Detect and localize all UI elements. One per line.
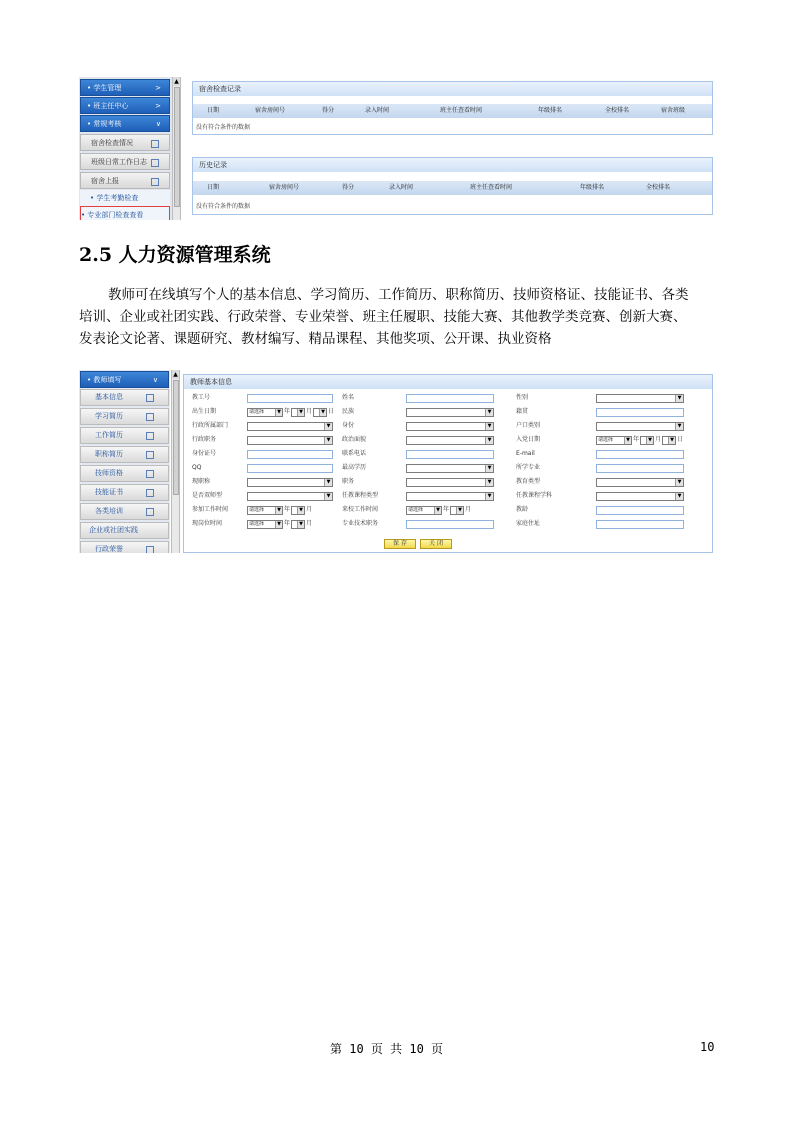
table-header (193, 104, 712, 118)
expand-icon (151, 140, 159, 148)
dropdown-arrow-icon: ▼ (646, 437, 653, 444)
date-year-select[interactable] (247, 520, 283, 529)
sidebar-item-label: 技能证书 (95, 488, 123, 496)
form-text-input[interactable] (596, 408, 684, 417)
chevron-down-icon: ∨ (155, 120, 161, 128)
form-text-input[interactable] (406, 394, 494, 403)
bullet-icon: • (90, 194, 95, 202)
date-unit-label: 年 (633, 436, 640, 443)
date-unit-label: 月 (655, 436, 662, 443)
collapse-icon (146, 394, 154, 402)
date-year-select[interactable] (247, 506, 283, 515)
sidebar-item-label: 职称简历 (95, 450, 123, 458)
date-unit-label: 月 (306, 506, 313, 513)
date-unit-label: 月 (465, 506, 472, 513)
sidebar-leaf-label: 学生考勤检查 (96, 194, 139, 202)
scrollbar-thumb[interactable] (174, 87, 180, 207)
column-header: 班主任查看时间 (440, 107, 483, 114)
form-label: 教育类型 (516, 478, 541, 485)
form-label: 籍贯 (516, 408, 529, 415)
form-select[interactable] (596, 478, 684, 487)
sidebar-item-label: 技师资格 (95, 469, 123, 477)
dorm-record-panel (192, 81, 713, 135)
date-month-select[interactable] (450, 506, 464, 515)
form-label: 政治面貌 (342, 436, 367, 443)
form-select[interactable] (406, 478, 494, 487)
collapse-icon (146, 413, 154, 421)
form-select[interactable] (247, 422, 333, 431)
sidebar-leaf-label: 专业部门检查查看 (87, 211, 144, 219)
page-number: 10 (700, 1040, 715, 1054)
dropdown-arrow-icon: ▼ (275, 409, 282, 416)
column-header: 年级排名 (538, 107, 563, 114)
form-label: 现岗位时间 (192, 520, 223, 527)
bullet-icon: • (81, 211, 86, 219)
chevron-right-icon: > (155, 102, 161, 110)
form-label: 是否双师型 (192, 492, 223, 499)
form-select[interactable] (406, 436, 494, 445)
dropdown-arrow-icon: ▼ (675, 493, 683, 500)
chevron-down-icon: ∨ (152, 376, 158, 384)
form-label: 最高学历 (342, 464, 367, 471)
form-text-input[interactable] (247, 450, 333, 459)
form-select[interactable] (596, 492, 684, 501)
dropdown-arrow-icon: ▼ (324, 479, 332, 486)
expand-icon (146, 489, 154, 497)
sidebar-item-skill-cert[interactable] (80, 484, 169, 501)
sidebar-item-label: 常规考核 (93, 120, 122, 128)
form-label: 教工号 (192, 394, 211, 401)
form-select[interactable] (406, 492, 494, 501)
sidebar (79, 370, 170, 553)
form-text-input[interactable] (596, 450, 684, 459)
scroll-up-icon[interactable]: ▲ (173, 371, 178, 378)
save-button[interactable]: 保 存 (384, 539, 416, 549)
form-select[interactable] (247, 478, 333, 487)
dropdown-arrow-icon: ▼ (297, 507, 304, 514)
column-header: 宿舍房间号 (269, 184, 300, 191)
form-label: 所学专业 (516, 464, 541, 471)
form-label: 家庭住址 (516, 520, 541, 527)
date-unit-label: 日 (677, 436, 684, 443)
date-year-select[interactable] (406, 506, 442, 515)
sidebar-item-label: 行政荣誉 (95, 545, 123, 553)
expand-icon (151, 159, 159, 167)
date-unit-label: 月 (306, 520, 313, 527)
paragraph-line: 教师可在线填写个人的基本信息、学习简历、工作简历、职称简历、技师资格证、技能证书、各类 (108, 287, 689, 303)
sidebar-item-head-teacher-center[interactable] (80, 97, 170, 114)
empty-message: 没有符合条件的数据 (196, 203, 251, 210)
bullet-icon: • (87, 376, 92, 384)
dropdown-arrow-icon: ▼ (324, 423, 332, 430)
sidebar-item-enterprise-practice[interactable] (80, 522, 169, 539)
column-header: 日期 (207, 107, 220, 114)
form-label: 联系电话 (342, 450, 367, 457)
sidebar-subitem-daily-log[interactable] (80, 153, 170, 170)
form-label: 身份证号 (192, 450, 217, 457)
form-text-input[interactable] (596, 464, 684, 473)
dropdown-arrow-icon: ▼ (275, 507, 282, 514)
date-unit-label: 日 (328, 408, 335, 415)
dropdown-arrow-icon: ▼ (456, 507, 463, 514)
teacher-info-screenshot (79, 370, 713, 553)
sidebar-item-label: 宿舍检查情况 (91, 139, 133, 147)
date-month-select[interactable] (640, 436, 654, 445)
sidebar-scrollbar[interactable] (171, 370, 180, 553)
column-header: 年级排名 (580, 184, 605, 191)
bullet-icon: • (87, 102, 92, 110)
sidebar-item-admin-honor[interactable] (80, 541, 169, 553)
dropdown-arrow-icon: ▼ (668, 437, 675, 444)
form-label: 出生日期 (192, 408, 217, 415)
expand-icon (146, 451, 154, 459)
sidebar-item-label: 班级日常工作日志 (91, 158, 147, 166)
teacher-info-panel (183, 374, 713, 553)
scrollbar-thumb[interactable] (173, 380, 179, 495)
sidebar-item-label: 班主任中心 (93, 102, 129, 110)
sidebar-item-technician-cert[interactable] (80, 465, 169, 482)
sidebar-leaf-department-check[interactable] (80, 206, 170, 220)
history-record-panel (192, 157, 713, 215)
date-day-select[interactable] (313, 408, 327, 417)
page-counter: 第 10 页 共 10 页 (330, 1042, 444, 1056)
form-label: 民族 (342, 408, 355, 415)
sidebar-subitem-dorm-check[interactable] (80, 134, 170, 151)
form-label: 职务 (342, 478, 355, 485)
chevron-right-icon: > (155, 84, 161, 92)
panel-title: 历史记录 (193, 158, 712, 172)
date-unit-label: 年 (284, 506, 291, 513)
form-text-input[interactable] (406, 520, 494, 529)
sidebar-item-routine-assessment[interactable] (80, 115, 170, 132)
date-unit-label: 月 (306, 408, 313, 415)
form-label: 专业技术职务 (342, 520, 379, 527)
date-unit-label: 年 (443, 506, 450, 513)
dropdown-arrow-icon: ▼ (434, 507, 441, 514)
sidebar-item-work-resume[interactable] (80, 427, 169, 444)
date-unit-label: 年 (284, 408, 291, 415)
sidebar-item-label: 各类培训 (95, 507, 123, 515)
close-button[interactable]: 关 闭 (420, 539, 452, 549)
sidebar-item-label: 学习简历 (95, 412, 123, 420)
dropdown-arrow-icon: ▼ (485, 437, 493, 444)
dropdown-arrow-icon: ▼ (485, 409, 493, 416)
table-header (193, 181, 712, 195)
form-label: 教龄 (516, 506, 529, 513)
expand-icon (146, 508, 154, 516)
column-header: 录入时间 (389, 184, 414, 191)
date-year-select[interactable] (596, 436, 632, 445)
sidebar-item-label: 宿舍上报 (91, 177, 119, 185)
date-unit-label: 年 (284, 520, 291, 527)
sidebar-item-basic-info[interactable] (80, 389, 169, 406)
column-header: 全校排名 (605, 107, 630, 114)
sidebar-header-teacher-fill[interactable] (80, 371, 169, 388)
dropdown-arrow-icon: ▼ (297, 521, 304, 528)
paragraph-line: 培训、企业或社团实践、行政荣誉、专业荣誉、班主任履职、技能大赛、其他教学类竞赛、创新大赛、 (79, 309, 687, 325)
form-select[interactable] (596, 394, 684, 403)
sidebar-subitem-dorm-report[interactable] (80, 172, 170, 189)
dropdown-arrow-icon: ▼ (675, 479, 683, 486)
dormitory-check-screenshot (79, 77, 713, 220)
sidebar-item-title-resume[interactable] (80, 446, 169, 463)
sidebar-item-training[interactable] (80, 503, 169, 520)
date-month-select[interactable] (291, 408, 305, 417)
sidebar-header-label: 教师填写 (93, 376, 122, 384)
form-label: 行政所属部门 (192, 422, 229, 429)
dropdown-arrow-icon: ▼ (675, 395, 683, 402)
dropdown-arrow-icon: ▼ (324, 493, 332, 500)
column-header: 得分 (342, 184, 355, 191)
dropdown-arrow-icon: ▼ (675, 423, 683, 430)
dropdown-arrow-icon: ▼ (485, 493, 493, 500)
dropdown-arrow-icon: ▼ (297, 409, 304, 416)
column-header: 录入时间 (365, 107, 390, 114)
section-heading: 2.5 人力资源管理系统 (79, 244, 271, 266)
select-placeholder: 请选择 (408, 507, 424, 513)
form-label: 身份 (342, 422, 355, 429)
dropdown-arrow-icon: ▼ (275, 521, 282, 528)
select-placeholder: 请选择 (598, 437, 614, 443)
select-placeholder: 请选择 (249, 507, 265, 513)
form-select[interactable] (247, 492, 333, 501)
dropdown-arrow-icon: ▼ (324, 437, 332, 444)
form-select[interactable] (406, 464, 494, 473)
form-select[interactable] (247, 436, 333, 445)
bullet-icon: • (87, 84, 92, 92)
sidebar (79, 77, 172, 220)
form-select[interactable] (406, 408, 494, 417)
date-year-select[interactable] (247, 408, 283, 417)
form-label: 姓名 (342, 394, 355, 401)
sidebar-item-label: 企业或社团实践 (89, 526, 138, 534)
expand-icon (146, 470, 154, 478)
form-label: 户口类别 (516, 422, 541, 429)
select-placeholder: 请选择 (249, 409, 265, 415)
column-header: 班主任查看时间 (470, 184, 513, 191)
expand-icon (146, 546, 154, 553)
form-label: 来校工作时间 (342, 506, 379, 513)
dropdown-arrow-icon: ▼ (485, 479, 493, 486)
panel-title: 宿舍检查记录 (193, 82, 712, 96)
form-label: 行政职务 (192, 436, 217, 443)
form-text-input[interactable] (247, 394, 333, 403)
dropdown-arrow-icon: ▼ (485, 465, 493, 472)
date-day-select[interactable] (662, 436, 676, 445)
form-label: 任教课程类型 (342, 492, 379, 499)
collapse-icon (151, 178, 159, 186)
expand-icon (146, 432, 154, 440)
form-label: 现职称 (192, 478, 211, 485)
sidebar-item-student-management[interactable] (80, 79, 170, 96)
sidebar-item-label: 工作简历 (95, 431, 123, 439)
form-label: 性别 (516, 394, 529, 401)
form-label: QQ (192, 464, 202, 471)
empty-message: 没有符合条件的数据 (196, 124, 251, 131)
column-header: 全校排名 (646, 184, 671, 191)
paragraph-line: 发表论文论著、课题研究、教材编写、精品课程、其他奖项、公开课、执业资格 (79, 331, 552, 347)
panel-title: 教师基本信息 (184, 375, 712, 389)
sidebar-item-study-resume[interactable] (80, 408, 169, 425)
column-header: 得分 (322, 107, 335, 114)
form-label: 参加工作时间 (192, 506, 229, 513)
dropdown-arrow-icon: ▼ (624, 437, 631, 444)
select-placeholder: 请选择 (249, 521, 265, 527)
form-text-input[interactable] (406, 450, 494, 459)
form-label: 入党日期 (516, 436, 541, 443)
date-month-select[interactable] (291, 520, 305, 529)
scroll-up-icon[interactable]: ▲ (174, 78, 179, 85)
form-text-input[interactable] (247, 464, 333, 473)
form-text-input[interactable] (596, 520, 684, 529)
date-month-select[interactable] (291, 506, 305, 515)
bullet-icon: • (87, 120, 92, 128)
form-select[interactable] (596, 422, 684, 431)
column-header: 宿舍班级 (661, 107, 686, 114)
column-header: 日期 (207, 184, 220, 191)
sidebar-item-label: 基本信息 (95, 393, 123, 401)
form-label: 任教课程学科 (516, 492, 553, 499)
dropdown-arrow-icon: ▼ (485, 423, 493, 430)
column-header: 宿舍房间号 (255, 107, 286, 114)
form-label: E-mail (516, 450, 535, 457)
form-select[interactable] (406, 422, 494, 431)
sidebar-leaf-attendance-check[interactable] (80, 190, 170, 207)
sidebar-scrollbar[interactable] (172, 77, 181, 220)
dropdown-arrow-icon: ▼ (319, 409, 326, 416)
sidebar-item-label: 学生管理 (93, 84, 122, 92)
form-text-input[interactable] (596, 506, 684, 515)
